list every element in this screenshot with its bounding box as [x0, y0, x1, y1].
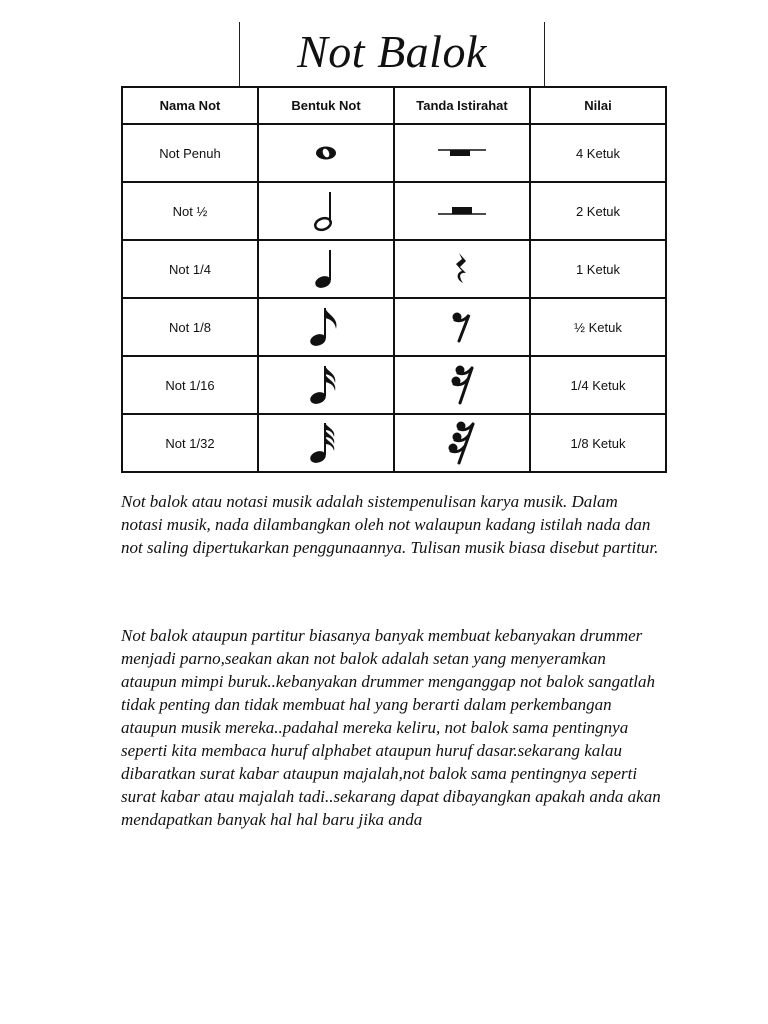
header-nilai: Nilai [530, 87, 666, 124]
note-name: Not Penuh [122, 124, 258, 182]
intro-paragraph: Not balok atau notasi musik adalah sistempenulisan karya musik. Dalam notasi musik, nada dilambangkan oleh not walaupun kadang istilah nada dan not saling dipertukarkan penggunaannya. Tulisan musik biasa disebut partitur. [121, 492, 659, 557]
eighth-rest-icon [447, 309, 477, 345]
page-title: Not Balok [297, 26, 487, 77]
note-value: 1 Ketuk [530, 240, 666, 298]
note-name: Not 1/32 [122, 414, 258, 472]
rest-symbol-cell [394, 182, 530, 240]
note-symbol-cell [258, 124, 394, 182]
note-value: ½ Ketuk [530, 298, 666, 356]
rest-symbol-cell [394, 298, 530, 356]
note-value: 4 Ketuk [530, 124, 666, 182]
thirty-second-note-icon [306, 420, 346, 466]
table-row [122, 182, 666, 240]
whole-note-icon [311, 143, 341, 163]
header-nama-not: Nama Not [122, 87, 258, 124]
quarter-note-icon [311, 247, 341, 291]
note-symbol-cell [258, 240, 394, 298]
note-symbol-cell [258, 182, 394, 240]
table-row [122, 298, 666, 356]
note-symbol-cell [258, 414, 394, 472]
sixteenth-rest-icon [447, 363, 477, 407]
rest-symbol-cell [394, 124, 530, 182]
note-name: Not 1/16 [122, 356, 258, 414]
half-note-icon [311, 189, 341, 233]
table-row [122, 124, 666, 182]
note-name: Not 1/8 [122, 298, 258, 356]
rest-symbol-cell [394, 240, 530, 298]
title-box [239, 22, 545, 86]
note-symbol-cell [258, 356, 394, 414]
note-values-table [121, 86, 667, 473]
sixteenth-note-icon [306, 363, 346, 407]
eighth-note-icon [306, 305, 346, 349]
note-value: 1/8 Ketuk [530, 414, 666, 472]
half-rest-icon [432, 201, 492, 221]
table-row [122, 414, 666, 472]
note-name: Not 1/4 [122, 240, 258, 298]
whole-rest-icon [432, 143, 492, 163]
header-tanda-istirahat: Tanda Istirahat [394, 87, 530, 124]
body-paragraph: Not balok ataupun partitur biasanya banyak membuat kebanyakan drummer menjadi parno,seakan akan not balok adalah setan yang menyeramkan ataupun mimpi buruk..kebanyakan drummer menganggap not balok sangatlah tidak penting dan tidak membuat hal yang berarti dalam perkembangan ataupun musik mereka..padahal mereka keliru, not balok sama pentingnya seperti kita membaca huruf alphabet ataupun huruf dasar.sekarang kalau dibaratkan surat kabar ataupun majalah,not balok sama pentingnya seperti surat kabar atau majalah tadi..sekarang dapat dibayangkan apakah anda akan mendapatkan banyak hal hal baru jika anda [121, 626, 661, 829]
header-bentuk-not: Bentuk Not [258, 87, 394, 124]
note-symbol-cell [258, 298, 394, 356]
table-header-row [122, 87, 666, 124]
rest-symbol-cell [394, 414, 530, 472]
quarter-rest-icon [450, 251, 474, 287]
thirty-second-rest-icon [445, 420, 479, 466]
table-row [122, 356, 666, 414]
note-value: 1/4 Ketuk [530, 356, 666, 414]
table-row [122, 240, 666, 298]
note-name: Not ½ [122, 182, 258, 240]
note-value: 2 Ketuk [530, 182, 666, 240]
rest-symbol-cell [394, 356, 530, 414]
